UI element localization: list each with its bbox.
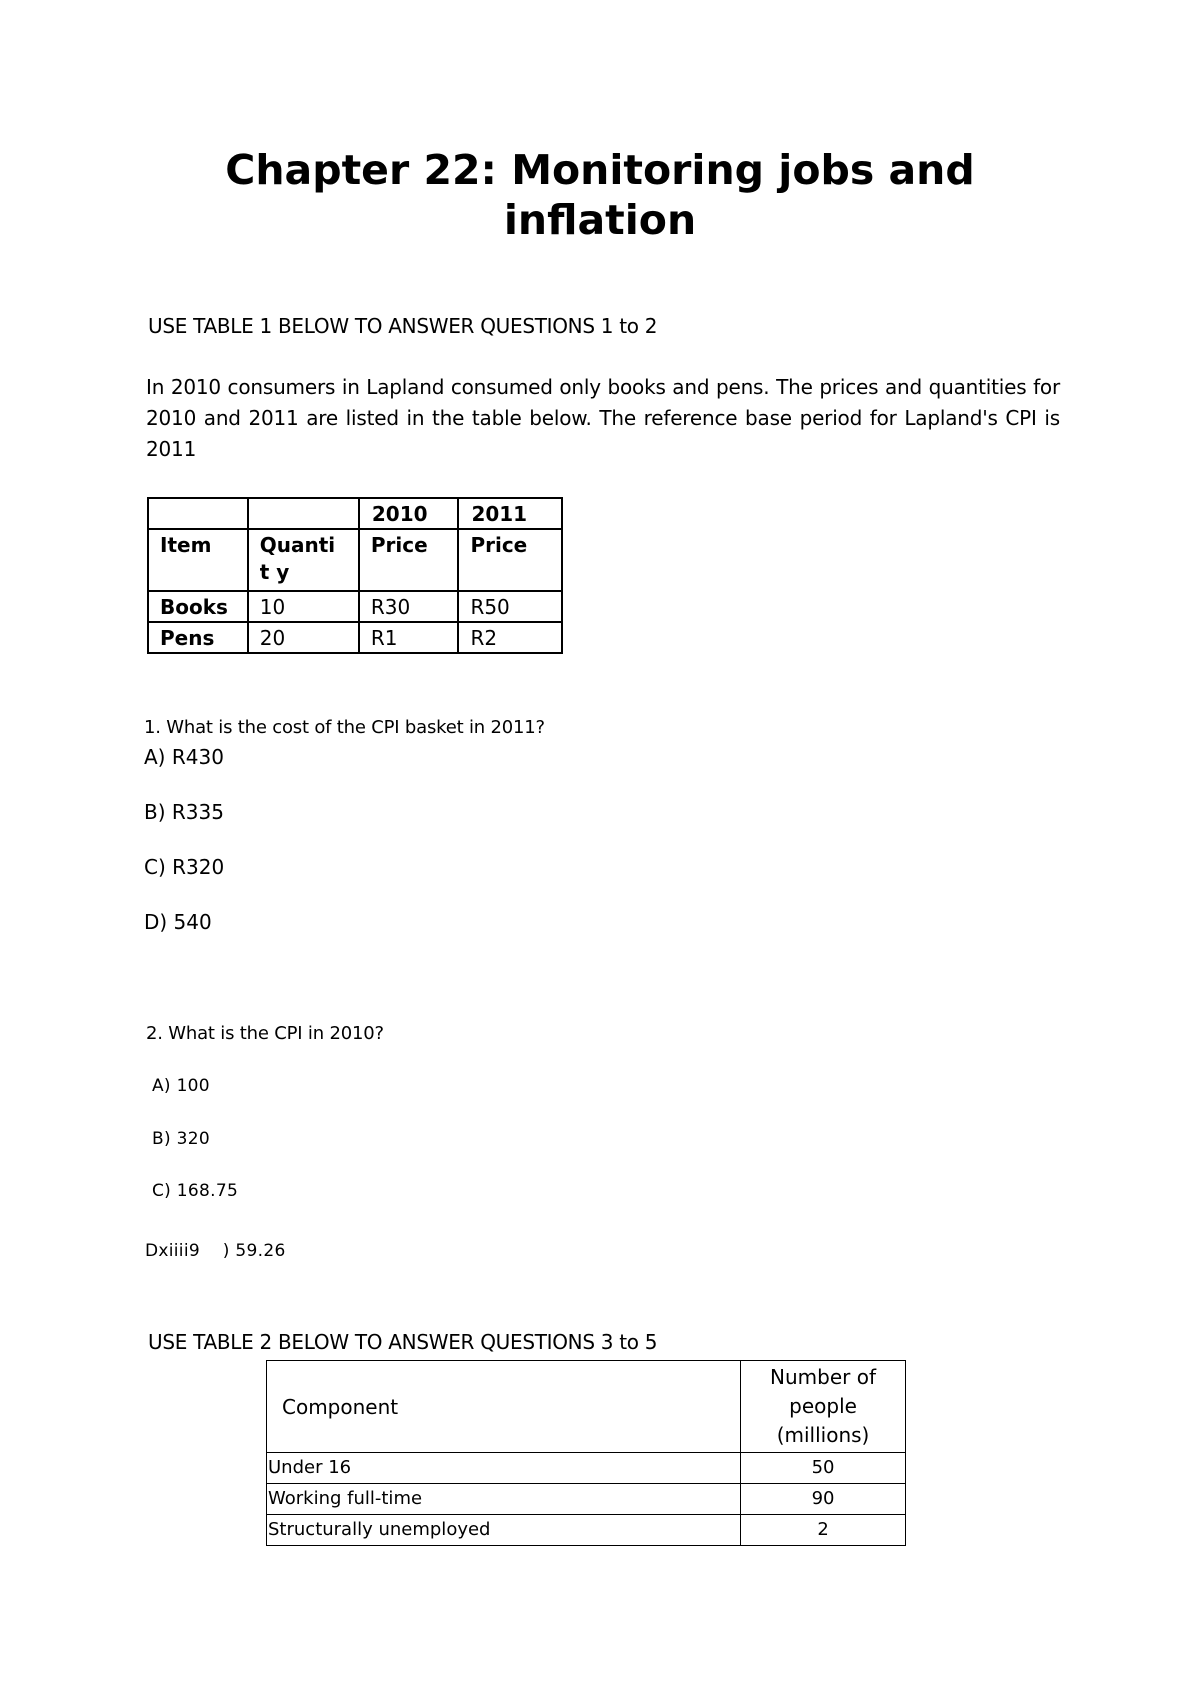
table-cell: 50 <box>741 1453 906 1484</box>
question-1: 1. What is the cost of the CPI basket in 2011? <box>144 717 545 738</box>
question-1-option-c: C) R320 <box>144 855 225 879</box>
table-header-item: Item <box>148 529 248 591</box>
table-cell: Books <box>148 591 248 622</box>
table-header-component: Component <box>267 1361 741 1453</box>
table-cell: 2011 <box>458 498 562 529</box>
labour-force-table <box>266 1360 906 1546</box>
table-row <box>148 498 562 529</box>
section2-heading: USE TABLE 2 BELOW TO ANSWER QUESTIONS 3 to 5 <box>148 1330 658 1354</box>
table-cell: Working full-time <box>267 1484 741 1515</box>
cpi-table <box>147 497 563 654</box>
question-1-option-d: D) 540 <box>144 910 212 934</box>
table-header-price-2011: Price <box>458 529 562 591</box>
table-header-number-of-people: Number of people (millions) <box>741 1361 906 1453</box>
table-cell: Under 16 <box>267 1453 741 1484</box>
page-title-continued: inflation <box>503 196 697 244</box>
question-2-option-c: C) 168.75 <box>152 1181 239 1201</box>
table-cell: 90 <box>741 1484 906 1515</box>
table-cell: 2010 <box>359 498 459 529</box>
table-row <box>267 1453 906 1484</box>
table-cell: R30 <box>359 591 459 622</box>
table-cell: R2 <box>458 622 562 653</box>
intro-paragraph: In 2010 consumers in Lapland consumed only books and pens. The prices and quantities for 2010 and 2011 are listed in the table below. The reference base period for Lapland's CPI is 2011 <box>146 375 1060 461</box>
table-cell: 2 <box>741 1515 906 1546</box>
question-2-option-b: B) 320 <box>152 1129 210 1149</box>
table-cell: R1 <box>359 622 459 653</box>
table-cell <box>148 498 248 529</box>
question-2-option-a: A) 100 <box>152 1076 210 1096</box>
table-cell <box>248 498 359 529</box>
page-title: Chapter 22: Monitoring jobs and <box>225 146 975 194</box>
section1-heading: USE TABLE 1 BELOW TO ANSWER QUESTIONS 1 to 2 <box>148 314 658 338</box>
question-2: 2. What is the CPI in 2010? <box>146 1023 384 1044</box>
table-row <box>267 1361 906 1453</box>
table-cell: R50 <box>458 591 562 622</box>
question-1-option-a: A) R430 <box>144 745 224 769</box>
table-row <box>267 1515 906 1546</box>
table-cell: Pens <box>148 622 248 653</box>
table-cell: Structurally unemployed <box>267 1515 741 1546</box>
table-row <box>148 529 562 591</box>
table-cell: 10 <box>248 591 359 622</box>
question-2-option-d: Dxiiii9 ) 59.26 <box>145 1241 286 1261</box>
table-row <box>148 591 562 622</box>
table-row <box>267 1484 906 1515</box>
table-cell: 20 <box>248 622 359 653</box>
table-header-quantity: Quantit y <box>248 529 359 591</box>
table-header-price-2010: Price <box>359 529 459 591</box>
table-row <box>148 622 562 653</box>
question-1-option-b: B) R335 <box>144 800 224 824</box>
